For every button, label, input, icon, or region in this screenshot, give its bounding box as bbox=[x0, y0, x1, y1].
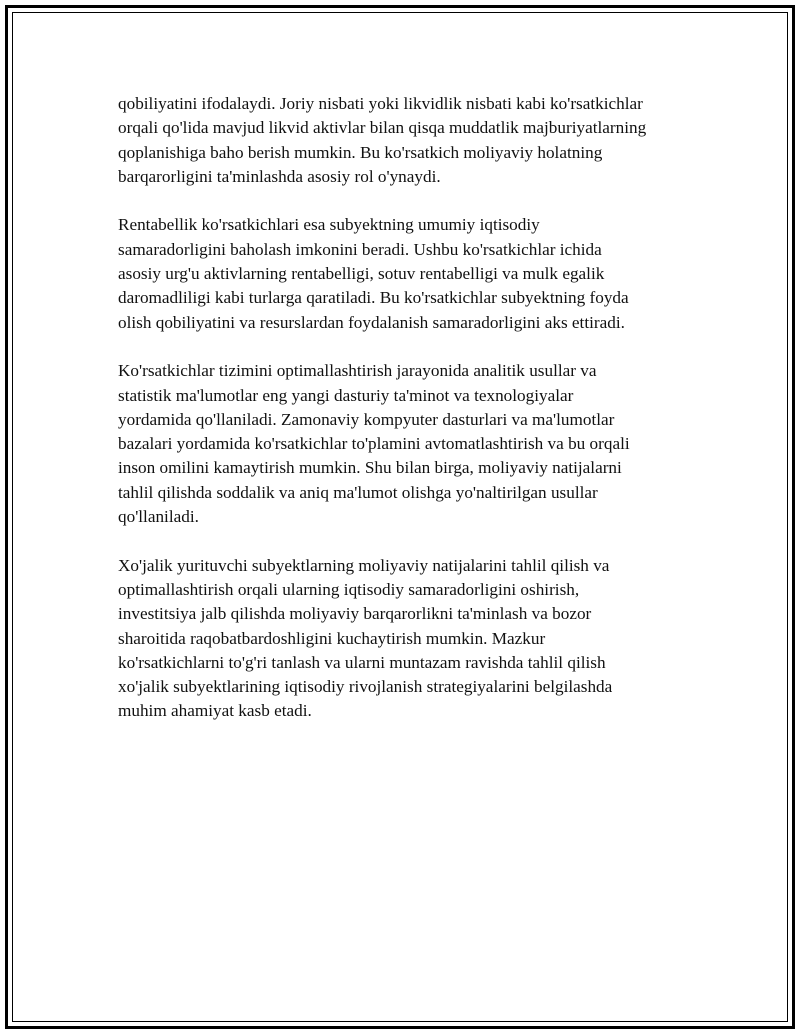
text-line: Ko'rsatkichlar tizimini optimallashtirish jarayonida analitik usullar va bbox=[118, 361, 597, 381]
paragraph-4 bbox=[118, 554, 708, 724]
text-line: ko'rsatkichlarni to'g'ri tanlash va ularni muntazam ravishda tahlil qilish bbox=[118, 652, 606, 672]
text-line: bazalari yordamida ko'rsatkichlar to'plamini avtomatlashtirish va bu orqali bbox=[118, 434, 630, 454]
text-line: yordamida qo'llaniladi. Zamonaviy kompyuter dasturlari va ma'lumotlar bbox=[118, 409, 615, 429]
text-line: qo'llaniladi. bbox=[118, 507, 199, 527]
text-line: samaradorligini baholash imkonini beradi. Ushbu ko'rsatkichlar ichida bbox=[118, 239, 602, 259]
text-line: statistik ma'lumotlar eng yangi dasturiy ta'minot va texnologiyalar bbox=[118, 385, 574, 405]
text-line: asosiy urg'u aktivlarning rentabelligi, sotuv rentabelligi va mulk egalik bbox=[118, 264, 605, 284]
document-body bbox=[118, 92, 708, 748]
paragraph-1 bbox=[118, 92, 708, 189]
text-line: muhim ahamiyat kasb etadi. bbox=[118, 701, 312, 721]
text-line: sharoitida raqobatbardoshligini kuchaytirish mumkin. Mazkur bbox=[118, 628, 546, 648]
text-line: Rentabellik ko'rsatkichlari esa subyektning umumiy iqtisodiy bbox=[118, 215, 540, 235]
text-line: orqali qo'lida mavjud likvid aktivlar bilan qisqa muddatlik majburiyatlarning bbox=[118, 118, 647, 138]
text-line: tahlil qilishda soddalik va aniq ma'lumot olishga yo'naltirilgan usullar bbox=[118, 482, 598, 502]
text-line: optimallashtirish orqali ularning iqtisodiy samaradorligini oshirish, bbox=[118, 579, 580, 599]
paragraph-3 bbox=[118, 359, 708, 529]
text-line: Xo'jalik yurituvchi subyektlarning moliyaviy natijalarini tahlil qilish va bbox=[118, 555, 610, 575]
paragraph-2 bbox=[118, 213, 708, 334]
text-line: investitsiya jalb qilishda moliyaviy barqarorlikni ta'minlash va bozor bbox=[118, 604, 592, 624]
text-line: qobiliyatini ifodalaydi. Joriy nisbati yoki likvidlik nisbati kabi ko'rsatkichlar bbox=[118, 94, 643, 113]
text-line: barqarorligini ta'minlashda asosiy rol o'ynaydi. bbox=[118, 166, 441, 186]
text-line: inson omilini kamaytirish mumkin. Shu bilan birga, moliyaviy natijalarni bbox=[118, 458, 622, 478]
text-line: qoplanishiga baho berish mumkin. Bu ko'rsatkich moliyaviy holatning bbox=[118, 142, 603, 162]
text-line: daromadliligi kabi turlarga qaratiladi. Bu ko'rsatkichlar subyektning foyda bbox=[118, 288, 629, 308]
text-line: olish qobiliyatini va resurslardan foydalanish samaradorligini aks ettiradi. bbox=[118, 312, 625, 332]
text-line: xo'jalik subyektlarining iqtisodiy rivojlanish strategiyalarini belgilashda bbox=[118, 677, 613, 697]
